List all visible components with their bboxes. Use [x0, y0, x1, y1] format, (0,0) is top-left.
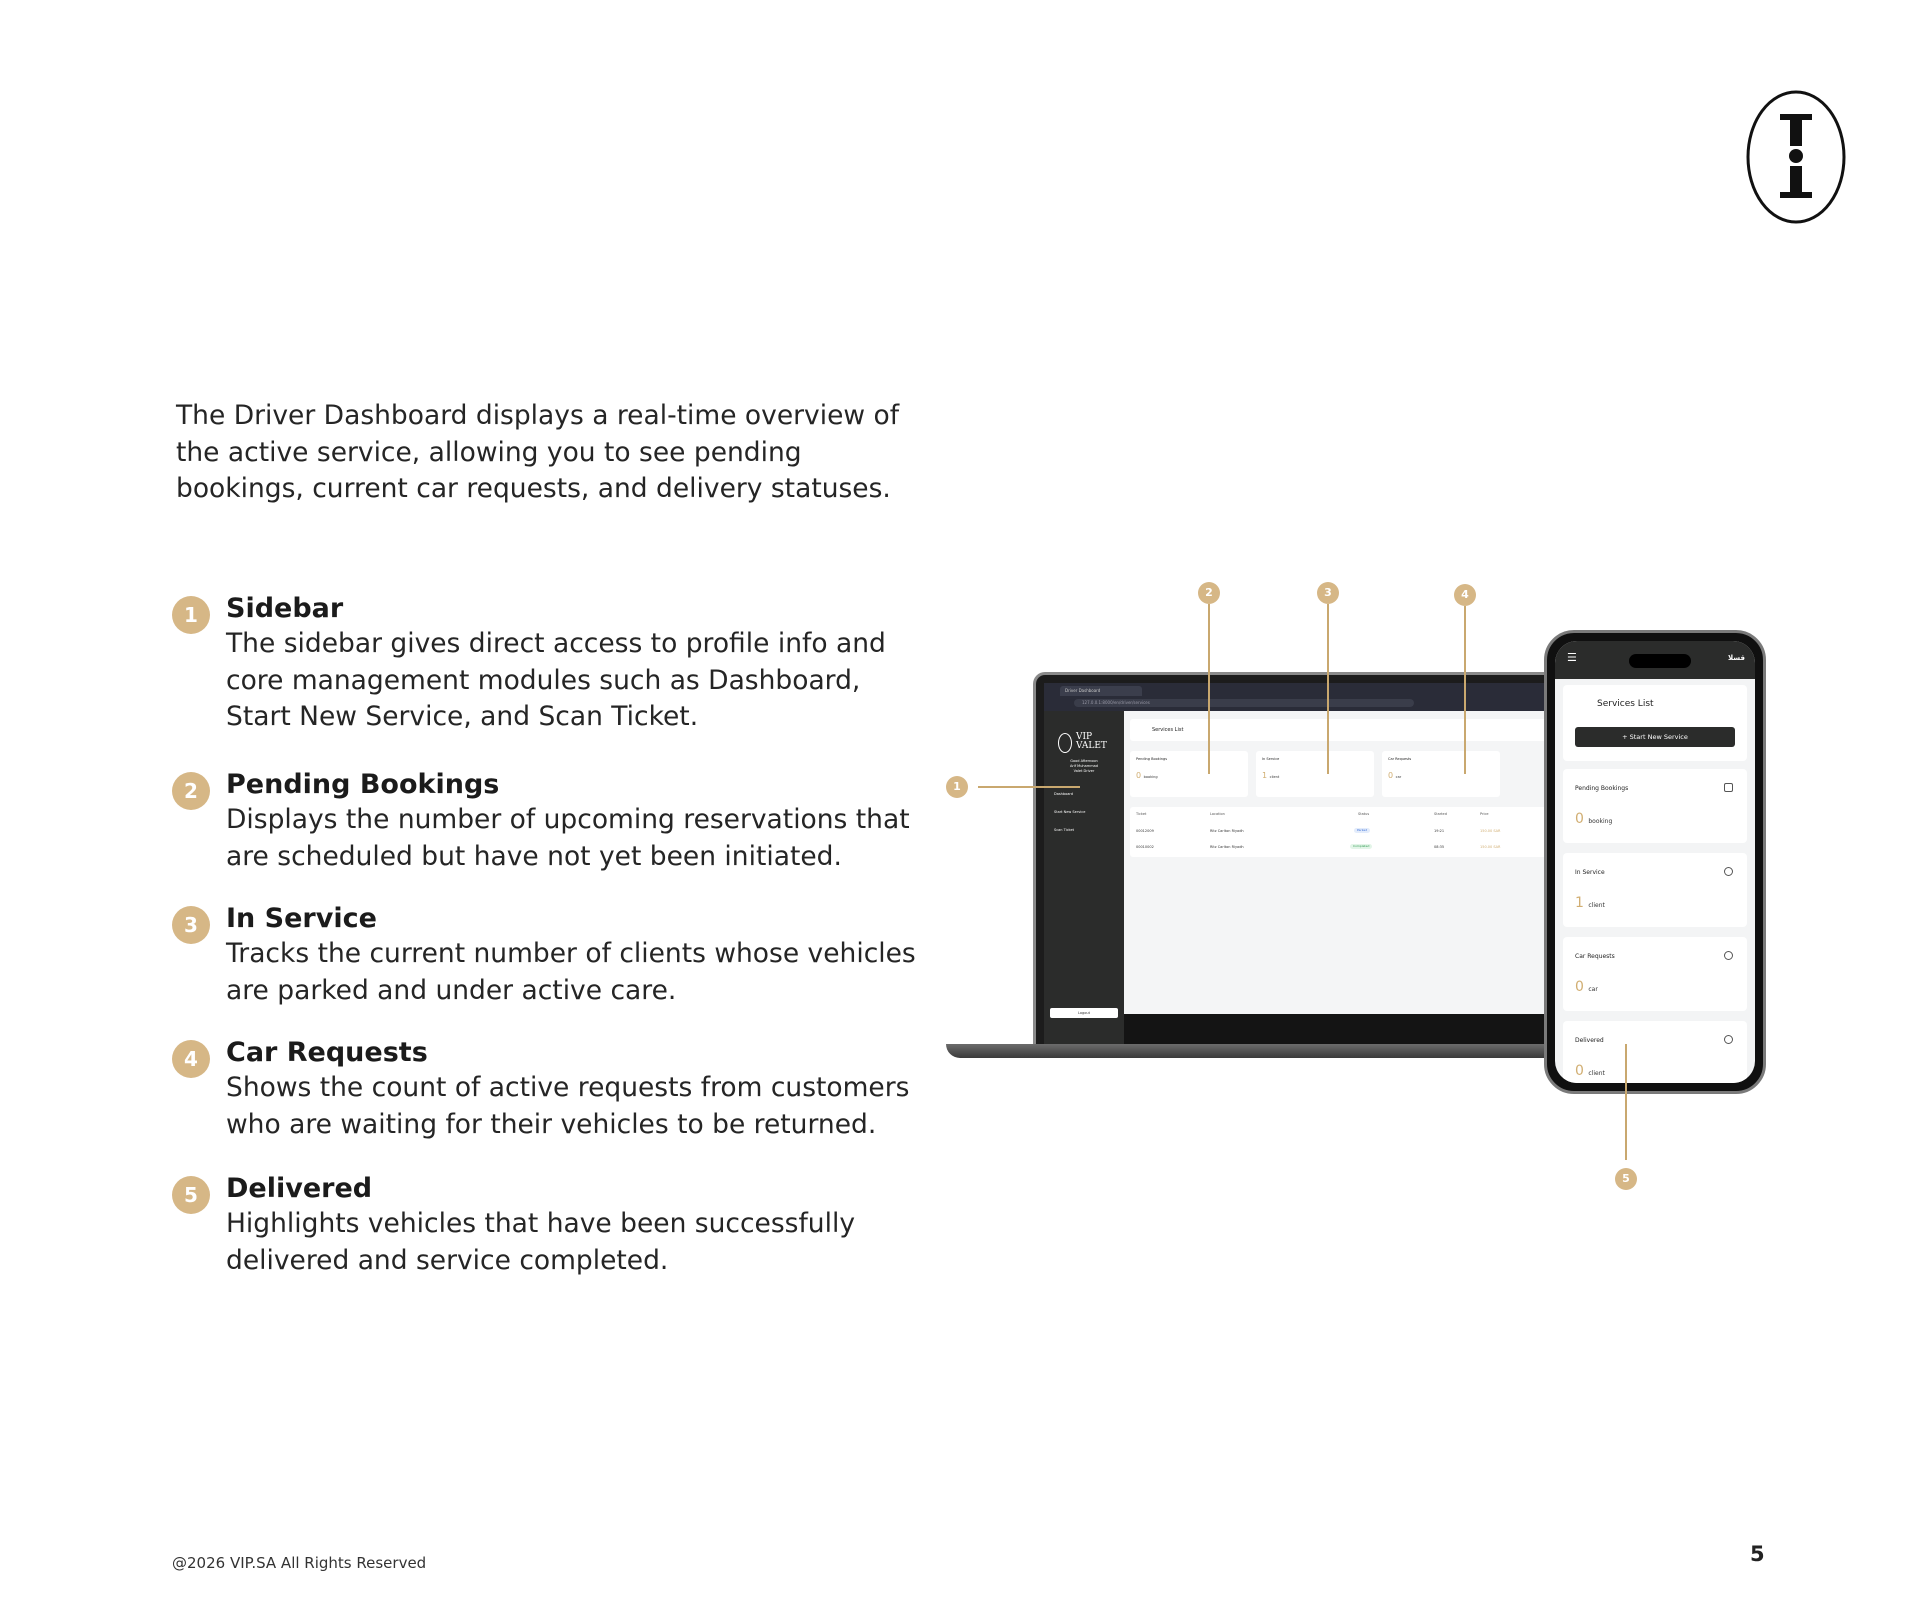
services-table [1130, 807, 1556, 857]
table-cell-ticket: 00012009 [1136, 829, 1154, 833]
check-circle-icon [1724, 1035, 1733, 1044]
vip-logo-icon [1058, 733, 1072, 753]
phone-card-car-requests [1563, 937, 1747, 1011]
stat-card-value: 0 car [1388, 771, 1402, 780]
phone-dynamic-island [1629, 654, 1691, 668]
phone-screen [1555, 641, 1755, 1083]
hamburger-menu-icon[interactable]: ☰ [1567, 651, 1577, 664]
table-cell-location: Ritz Carlton Riyadh [1210, 829, 1244, 833]
stat-card-car-requests [1382, 751, 1500, 797]
callout-marker: 1 [946, 776, 968, 798]
laptop-logo-text: VIP VALET [1076, 732, 1107, 751]
sidebar-item-dashboard[interactable]: Dashboard [1054, 792, 1073, 796]
phone-card-value: 0 client [1575, 1063, 1605, 1079]
refresh-icon [1724, 867, 1733, 876]
feature-number-badge: 2 [172, 772, 210, 810]
footer-copyright: @2026 VIP.SA All Rights Reserved [172, 1554, 427, 1572]
laptop-base [946, 1044, 1586, 1058]
callout-line [1464, 606, 1466, 774]
start-new-service-button[interactable]: + Start New Service [1575, 727, 1735, 747]
laptop-profile [1050, 759, 1118, 774]
page-title: Services List [1152, 727, 1184, 733]
feature-number-badge: 5 [172, 1176, 210, 1214]
phone-page-title: Services List [1597, 699, 1654, 709]
table-header: Started [1434, 812, 1447, 816]
sidebar-item-start-new-service[interactable]: Start New Service [1054, 810, 1086, 814]
logout-button[interactable]: Logout [1050, 1008, 1118, 1018]
phone-card-label: Delivered [1575, 1037, 1604, 1044]
bell-icon [1724, 951, 1733, 960]
profile-greeting: Good Afternoon [1070, 759, 1098, 763]
browser-tab: Driver Dashboard [1060, 686, 1142, 696]
stat-card-label: In Service [1262, 757, 1280, 761]
stat-card-pending-bookings [1130, 751, 1248, 797]
profile-name: Arif Muhammad [1070, 764, 1098, 768]
phone-card-label: In Service [1575, 869, 1605, 876]
feature-title: Pending Bookings [226, 769, 500, 800]
phone-mockup [1544, 630, 1766, 1094]
feature-number-badge: 3 [172, 906, 210, 944]
stat-card-label: Pending Bookings [1136, 757, 1168, 761]
stat-card-in-service [1256, 751, 1374, 797]
page-number: 5 [1750, 1542, 1765, 1566]
brand-logo-icon [1746, 90, 1846, 224]
phone-card-value: 1 client [1575, 895, 1605, 911]
laptop-sidebar [1044, 711, 1124, 1044]
laptop-main [1124, 711, 1562, 1044]
table-cell-ticket: 00010002 [1136, 845, 1154, 849]
feature-number-badge: 4 [172, 1040, 210, 1078]
profile-role: Valet Driver [1073, 769, 1095, 773]
calendar-icon [1724, 783, 1733, 792]
table-header: Status [1358, 812, 1370, 816]
stat-card-value: 1 client [1262, 771, 1280, 780]
feature-description: Tracks the current number of clients whose vehicles are parked and under active care. [226, 938, 916, 1006]
table-cell-price: 150.00 SAR [1480, 829, 1501, 833]
feature-number-badge: 1 [172, 596, 210, 634]
table-header: Price [1480, 812, 1489, 816]
stat-card-label: Car Requests [1388, 757, 1412, 761]
callout-line [1208, 604, 1210, 774]
phone-card-value: 0 booking [1575, 811, 1613, 827]
feature-description: Highlights vehicles that have been successfully delivered and service completed. [226, 1208, 855, 1276]
browser-bar [1044, 683, 1562, 711]
feature-title: In Service [226, 903, 377, 934]
phone-brand: قسلا [1727, 654, 1745, 662]
intro-paragraph: The Driver Dashboard displays a real-time overview of the active service, allowing you to see pending bookings, current car requests, and delivery statuses. [176, 400, 900, 504]
table-header: Ticket [1136, 812, 1147, 816]
table-cell-price: 150.00 SAR [1480, 845, 1501, 849]
callout-marker: 3 [1317, 582, 1339, 604]
sidebar-item-scan-ticket[interactable]: Scan Ticket [1054, 828, 1074, 832]
phone-card-pending-bookings [1563, 769, 1747, 843]
callout-marker: 2 [1198, 582, 1220, 604]
table-cell-location: Ritz Carlton Riyadh [1210, 845, 1244, 849]
stat-card-value: 0 booking [1136, 771, 1158, 780]
phone-card-in-service [1563, 853, 1747, 927]
callout-marker: 5 [1615, 1168, 1637, 1190]
laptop-screen [1044, 683, 1562, 1044]
callout-line [978, 786, 1080, 788]
laptop-title-card [1130, 719, 1556, 741]
laptop-mockup [1033, 672, 1573, 1044]
phone-header [1555, 641, 1755, 679]
phone-card-value: 0 car [1575, 979, 1598, 995]
callout-line [1625, 1044, 1627, 1160]
callout-marker: 4 [1454, 584, 1476, 606]
phone-card-label: Car Requests [1575, 953, 1615, 960]
table-cell-started: 19:21 [1434, 829, 1445, 833]
browser-url: 127.0.0.1:8000/en/driver/services [1074, 699, 1414, 707]
feature-title: Sidebar [226, 593, 344, 624]
table-cell-started: 08:35 [1434, 845, 1445, 849]
callout-line [1327, 604, 1329, 774]
feature-description: Displays the number of upcoming reservations that are scheduled but have not yet been initiated. [226, 804, 910, 872]
laptop-keyboard-reflection [1124, 1014, 1562, 1044]
phone-services-card [1563, 685, 1747, 761]
table-header: Location [1210, 812, 1225, 816]
phone-card-label: Pending Bookings [1575, 785, 1629, 792]
feature-description: Shows the count of active requests from customers who are waiting for their vehicles to be returned. [226, 1072, 910, 1140]
status-badge: Completed [1350, 844, 1372, 849]
feature-title: Car Requests [226, 1037, 428, 1068]
status-badge: Parked [1354, 828, 1370, 833]
phone-card-delivered [1563, 1021, 1747, 1083]
feature-title: Delivered [226, 1173, 373, 1204]
feature-description: The sidebar gives direct access to profile info and core management modules such as Dashboard, Start New Service, and Scan Ticket. [226, 628, 886, 732]
